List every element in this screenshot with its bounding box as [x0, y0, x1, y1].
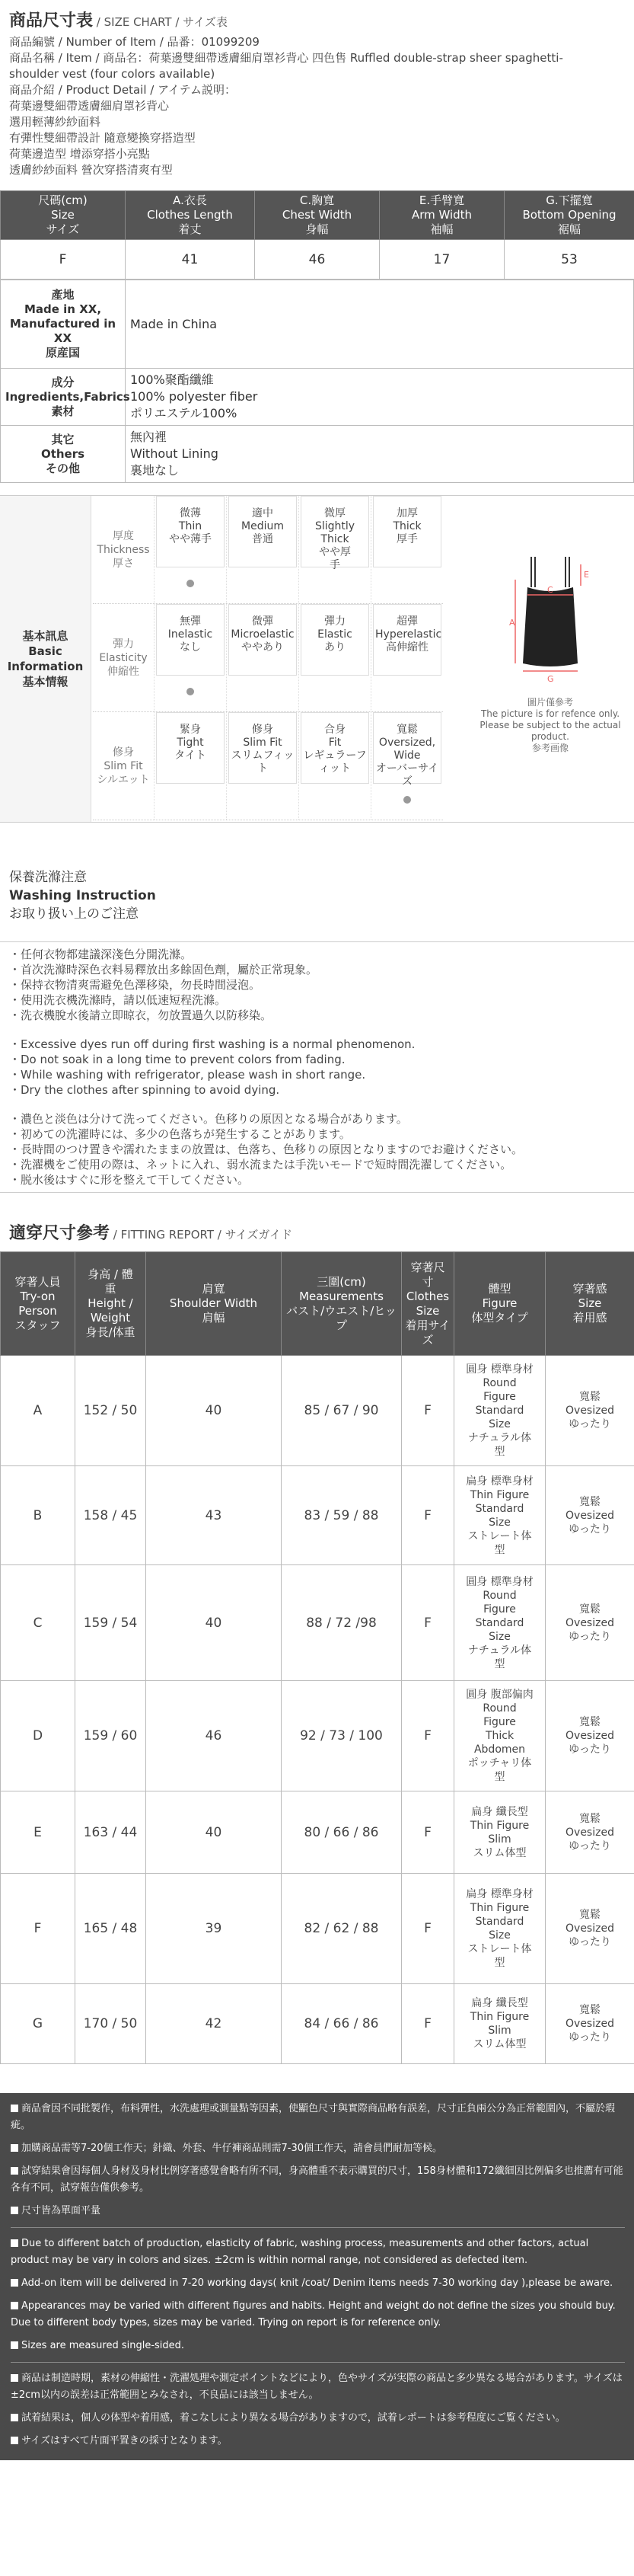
- fit-cell: F: [402, 1681, 454, 1791]
- note-line: [11, 2338, 625, 2354]
- page-title: 商品尺寸表: [9, 11, 94, 30]
- fit-cell: F: [402, 1984, 454, 2064]
- bullet-square-icon: [11, 2105, 18, 2112]
- note-text: Due to different batch of production, elasticity of fabric, washing process, measurements and other factors, actual product may be vary in colors and sizes. ±2cm is within normal range, not considered as defected item.: [11, 2238, 589, 2266]
- fit-cell: 40: [146, 1791, 282, 1874]
- wash-line: ・While washing with refrigerator, please wash in short range.: [9, 1068, 366, 1082]
- size-cell: 46: [255, 240, 380, 280]
- fit-cell: 85 / 67 / 90: [282, 1356, 402, 1466]
- note-line: [11, 2163, 625, 2197]
- size-chart-header: [0, 0, 634, 31]
- bullet-square-icon: [11, 2144, 18, 2152]
- wash-group: [9, 1111, 625, 1187]
- wash-line: ・濃色と淡色は分けて洗ってください。色移りの原因となる場合があります。: [9, 1112, 408, 1126]
- fit-row: [1, 1984, 634, 2064]
- wash-line: ・保持衣物清爽需避免色澤移染，勿長時間浸泡。: [9, 978, 261, 992]
- attr-key: 成分 Ingredients,Fabrics 素材: [1, 369, 126, 426]
- attr-value: 無內裡 Without Lining 裏地なし: [126, 426, 634, 483]
- size-cell: 53: [505, 240, 634, 280]
- basic-option-label: 合身 Fit レギュラーフィット: [301, 712, 369, 784]
- fitting-report-header: [0, 1220, 634, 1244]
- fit-cell: 92 / 73 / 100: [282, 1681, 402, 1791]
- basic-row: [93, 496, 443, 604]
- size-header: A.衣長 Clothes Length 着丈: [126, 191, 255, 240]
- fit-cell: 159 / 60: [75, 1681, 146, 1791]
- note-text: 尺寸皆為單面平量: [21, 2205, 101, 2216]
- basic-option: [298, 604, 371, 711]
- page-subtitle: / SIZE CHART / サイズ表: [96, 15, 228, 29]
- selected-dot-icon: [403, 796, 411, 804]
- size-header: 尺碼(cm) Size サイズ: [1, 191, 126, 240]
- fit-row: [1, 1874, 634, 1984]
- svg-text:E: E: [584, 570, 589, 580]
- bullet-square-icon: [11, 2167, 18, 2175]
- fit-cell: 158 / 45: [75, 1466, 146, 1565]
- bullet-square-icon: [11, 2341, 18, 2349]
- info-line: 有彈性雙細帶設計 隨意變換穿搭造型: [9, 131, 196, 145]
- info-line: shoulder vest (four colors available): [9, 67, 215, 81]
- fit-cell: F: [1, 1874, 75, 1984]
- fitting-table: [0, 1251, 634, 2064]
- fit-cell: F: [402, 1356, 454, 1466]
- basic-option-label: 彈力 Elastic あり: [301, 604, 369, 676]
- fit-row: [1, 1791, 634, 1874]
- wash-line: ・Dry the clothes after spinning to avoid dying.: [9, 1083, 280, 1097]
- fit-cell: 170 / 50: [75, 1984, 146, 2064]
- fit-cell: 82 / 62 / 88: [282, 1874, 402, 1984]
- fit-header: 穿著尺 寸 Clothes Size 着用サイ ズ: [402, 1252, 454, 1356]
- fit-cell: 40: [146, 1356, 282, 1466]
- wash-line: ・任何衣物都建議深淺色分開洗滌。: [9, 948, 193, 961]
- bullet-square-icon: [11, 2279, 18, 2287]
- wash-line: ・長時間のつけ置きや濡れたままの放置は、色落ち、色移りの原因となりますのでお避けください。: [9, 1143, 524, 1156]
- attr-key: 產地 Made in XX, Manufactured in XX 原産国: [1, 280, 126, 369]
- fit-cell: 圓身 標準身材 Round Figure Standard Size ナチュラル体 型: [454, 1356, 546, 1466]
- info-line: 荷葉邊造型 增添穿搭小亮點: [9, 147, 150, 161]
- fit-cell: 扁身 纖長型 Thin Figure Slim スリム体型: [454, 1791, 546, 1874]
- note-text: 試着結果は，個人の体型や着用感，着こなしにより異なる場合がありますので，試着レポートは参考程度にご覧ください。: [21, 2412, 566, 2424]
- wash-line: ・洗衣機脫水後請立即晾衣，勿放置過久以防移染。: [9, 1008, 272, 1022]
- fit-cell: F: [402, 1466, 454, 1565]
- wash-line: ・初めての洗濯時には、多少の色落ちが発生することがあります。: [9, 1127, 351, 1141]
- fit-header: 穿著人員 Try-on Person スタッフ: [1, 1252, 75, 1356]
- note-line: [11, 2433, 625, 2450]
- fit-cell: F: [402, 1565, 454, 1681]
- note-text: Sizes are measured single-sided.: [21, 2340, 185, 2351]
- size-cell: 17: [380, 240, 505, 280]
- fit-cell: 80 / 66 / 86: [282, 1791, 402, 1874]
- attr-key: 其它 Others その他: [1, 426, 126, 483]
- note-text: Appearances may be varied with different figures and habits. Height and weight do not define the sizes you should buy. Due to different body types, sizes may be varied. Trying on report is for reference only.: [11, 2300, 616, 2328]
- basic-option-label: 無彈 Inelastic なし: [156, 604, 225, 676]
- fit-cell: B: [1, 1466, 75, 1565]
- note-line: [11, 2370, 625, 2404]
- washing-subtitle: Washing Instruction: [9, 888, 156, 903]
- basic-option: [154, 604, 226, 711]
- fit-cell: D: [1, 1681, 75, 1791]
- basic-option-label: 修身 Slim Fit スリムフィット: [228, 712, 297, 784]
- note-line: [11, 2298, 625, 2332]
- bullet-square-icon: [11, 2374, 18, 2382]
- size-table: [0, 190, 634, 280]
- fit-cell: 152 / 50: [75, 1356, 146, 1466]
- size-header: C.胸寬 Chest Width 身幅: [255, 191, 380, 240]
- fit-cell: 寬鬆 Ovesized ゆったり: [546, 1984, 634, 2064]
- basic-row: [93, 712, 443, 820]
- notes-box: [0, 2093, 634, 2460]
- basic-option: [226, 604, 298, 711]
- fit-header: 體型 Figure 体型タイプ: [454, 1252, 546, 1356]
- svg-text:C: C: [547, 585, 553, 595]
- info-line: 透膚紗紗面料 營次穿搭清爽有型: [9, 163, 173, 177]
- basic-option-label: 超彈 Hyperelastic 高伸縮性: [373, 604, 441, 676]
- basic-option: [298, 712, 371, 820]
- bullet-square-icon: [11, 2437, 18, 2444]
- garment-figure: [470, 549, 630, 754]
- note-line: [11, 2140, 625, 2157]
- basic-info-grid: [93, 496, 443, 820]
- size-header: E.手臂寬 Arm Width 袖幅: [380, 191, 505, 240]
- fit-cell: 扁身 纖長型 Thin Figure Slim スリム体型: [454, 1984, 546, 2064]
- info-line: 商品編號 / Number of Item / 品番：01099209: [9, 35, 260, 49]
- selected-dot-icon: [186, 688, 194, 695]
- figure-caption: 圖片僅參考 The picture is for refence only. Please be subject to the actual product. 参考画像: [479, 697, 621, 753]
- fit-cell: E: [1, 1791, 75, 1874]
- fit-cell: 扁身 標準身材 Thin Figure Standard Size ストレート体 型: [454, 1466, 546, 1565]
- bullet-square-icon: [11, 2414, 18, 2421]
- basic-option-label: 適中 Medium 普通: [228, 496, 297, 567]
- fit-cell: C: [1, 1565, 75, 1681]
- note-line: [11, 2410, 625, 2427]
- fit-cell: 83 / 59 / 88: [282, 1466, 402, 1565]
- size-header: G.下擺寬 Bottom Opening 裾幅: [505, 191, 634, 240]
- bullet-square-icon: [11, 2239, 18, 2247]
- basic-option-label: 微薄 Thin やや薄手: [156, 496, 225, 567]
- basic-option: [371, 604, 443, 711]
- info-line: 商品名稱 / Item / 商品名：荷葉邊雙細帶透膚細肩罩衫背心 四色售 Ruffled double-strap sheer spaghetti-: [9, 51, 563, 65]
- fit-cell: 圓身 腹部偏肉 Round Figure Thick Abdomen ポッチャリ体 型: [454, 1681, 546, 1791]
- washing-instructions: [0, 941, 634, 1193]
- fit-cell: 163 / 44: [75, 1791, 146, 1874]
- note-line: [11, 2101, 625, 2134]
- svg-text:A: A: [509, 618, 515, 628]
- basic-option-label: 緊身 Tight タイト: [156, 712, 225, 784]
- selected-dot-icon: [186, 580, 194, 587]
- basic-row-label: 修身 Slim Fit シルエット: [97, 746, 150, 786]
- note-text: 商品會因不同批製作，布料彈性，水洗處理或測量點等因素，使顯色尺寸與實際商品略有誤差，尺寸正負兩公分為正常範圍內，不屬於瑕疵。: [11, 2103, 616, 2131]
- fit-cell: 寬鬆 Ovesized ゆったり: [546, 1466, 634, 1565]
- attribute-table: [0, 280, 634, 483]
- fit-cell: 扁身 標準身材 Thin Figure Standard Size ストレート体 型: [454, 1874, 546, 1984]
- fit-cell: 39: [146, 1874, 282, 1984]
- fit-cell: A: [1, 1356, 75, 1466]
- wash-group: [9, 947, 625, 1023]
- fitting-title: 適穿尺寸參考: [9, 1224, 110, 1243]
- size-cell: 41: [126, 240, 255, 280]
- fit-cell: 88 / 72 /98: [282, 1565, 402, 1681]
- fit-row: [1, 1356, 634, 1466]
- note-line: [11, 2275, 625, 2292]
- attr-value: 100%聚酯纖維 100% polyester fiber ポリエステル100%: [126, 369, 634, 426]
- size-cell: F: [1, 240, 126, 280]
- fit-row: [1, 1565, 634, 1681]
- basic-option: [154, 712, 226, 820]
- basic-option-label: 寬鬆 Oversized, Wide オーバーサイズ: [373, 712, 441, 784]
- basic-option: [371, 712, 443, 820]
- fit-cell: 165 / 48: [75, 1874, 146, 1984]
- note-text: 商品は制造時期，素材の伸縮性・洗濯処理や測定ポイントなどにより，色やサイズが実際の商品と多少異なる場合があります。サイズは±2cm以内の誤差は正常範囲とみなされ，不良品には該当しません。: [11, 2373, 623, 2401]
- fit-cell: F: [402, 1791, 454, 1874]
- note-text: 加購商品需等7-20個工作天；針織、外套、牛仔褲商品則需7-30個工作天，請會員們耐加等候。: [21, 2143, 443, 2154]
- fit-header: 身高 / 體 重 Height / Weight 身長/体重: [75, 1252, 146, 1356]
- note-line: [11, 2203, 625, 2220]
- info-line: 商品介紹 / Product Detail / アイテム説明：: [9, 83, 236, 97]
- product-info: [0, 31, 634, 178]
- svg-text:G: G: [547, 674, 554, 684]
- info-line: 選用輕薄紗紗面料: [9, 115, 101, 129]
- basic-option: [298, 496, 371, 603]
- bullet-square-icon: [11, 2302, 18, 2309]
- fit-cell: 寬鬆 Ovesized ゆったり: [546, 1791, 634, 1874]
- fit-cell: 寬鬆 Ovesized ゆったり: [546, 1356, 634, 1466]
- attr-value: Made in China: [126, 280, 634, 369]
- wash-line: ・使用洗衣機洗滌時，請以低速短程洗滌。: [9, 993, 227, 1007]
- note-text: サイズはすべて片面平置きの採寸となります。: [21, 2435, 228, 2447]
- basic-info-label: 基本訊息 Basic Information 基本情報: [0, 496, 91, 822]
- garment-diagram-icon: [505, 549, 596, 694]
- wash-line: ・Do not soak in a long time to prevent colors from fading.: [9, 1053, 346, 1066]
- basic-option-label: 微厚 Slightly Thick やや厚 手: [301, 496, 369, 567]
- fit-row: [1, 1681, 634, 1791]
- basic-option: [226, 712, 298, 820]
- fit-cell: F: [402, 1874, 454, 1984]
- bullet-square-icon: [11, 2207, 18, 2214]
- wash-line: ・洗濯機をご使用の際は、ネットに入れ、弱水流または手洗いモードで短時間洗濯してください。: [9, 1158, 512, 1171]
- wash-line: ・脱水後はすぐに形を整えて干してください。: [9, 1173, 250, 1187]
- basic-option: [226, 496, 298, 603]
- fit-cell: 寬鬆 Ovesized ゆったり: [546, 1874, 634, 1984]
- washing-title: 保養洗滌注意: [9, 870, 87, 885]
- washing-jp-title: お取り扱い上のご注意: [9, 906, 139, 922]
- fit-cell: 40: [146, 1565, 282, 1681]
- fit-row: [1, 1466, 634, 1565]
- fit-cell: 圓身 標準身材 Round Figure Standard Size ナチュラル体 型: [454, 1565, 546, 1681]
- fitting-subtitle: / FITTING REPORT / サイズガイド: [110, 1228, 292, 1242]
- fit-cell: G: [1, 1984, 75, 2064]
- wash-line: ・Excessive dyes run off during first washing is a normal phenomenon.: [9, 1037, 416, 1051]
- note-text: Add-on item will be delivered in 7-20 working days( knit /coat/ Denim items needs 7-30 working day ),please be aware.: [21, 2277, 613, 2289]
- fit-cell: 159 / 54: [75, 1565, 146, 1681]
- basic-option: [371, 496, 443, 603]
- basic-option: [154, 496, 226, 603]
- fit-cell: 42: [146, 1984, 282, 2064]
- basic-row: [93, 604, 443, 712]
- basic-row-label: 彈力 Elasticity 伸縮性: [99, 638, 148, 678]
- info-line: 荷葉邊雙細帶透膚細肩罩衫背心: [9, 99, 170, 113]
- basic-option-label: 微彈 Microelastic ややあり: [228, 604, 297, 676]
- fit-cell: 43: [146, 1466, 282, 1565]
- note-line: [11, 2236, 625, 2269]
- wash-group: [9, 1037, 625, 1098]
- washing-header: [0, 868, 634, 923]
- fit-cell: 84 / 66 / 86: [282, 1984, 402, 2064]
- fit-cell: 46: [146, 1681, 282, 1791]
- basic-row-label: 厚度 Thickness 厚さ: [97, 529, 150, 570]
- fit-cell: 寬鬆 Ovesized ゆったり: [546, 1681, 634, 1791]
- fit-cell: 寬鬆 Ovesized ゆったり: [546, 1565, 634, 1681]
- basic-option-label: 加厚 Thick 厚手: [373, 496, 441, 567]
- fit-header: 肩寬 Shoulder Width 肩幅: [146, 1252, 282, 1356]
- note-text: 試穿結果會因每個人身材及身材比例穿著感覺會略有所不同，身高體重不表示購買的尺寸，158身材體和172纖細因比例偏多也推薦有可能各有不同，試穿報告僅供參考。: [11, 2165, 623, 2194]
- basic-information: [0, 495, 634, 823]
- fit-header: 三圍(cm) Measurements バスト/ウエスト/ヒップ: [282, 1252, 402, 1356]
- fit-header: 穿著感 Size 着用感: [546, 1252, 634, 1356]
- wash-line: ・首次洗滌時深色衣料易釋放出多餘固色劑，屬於正常現象。: [9, 963, 318, 976]
